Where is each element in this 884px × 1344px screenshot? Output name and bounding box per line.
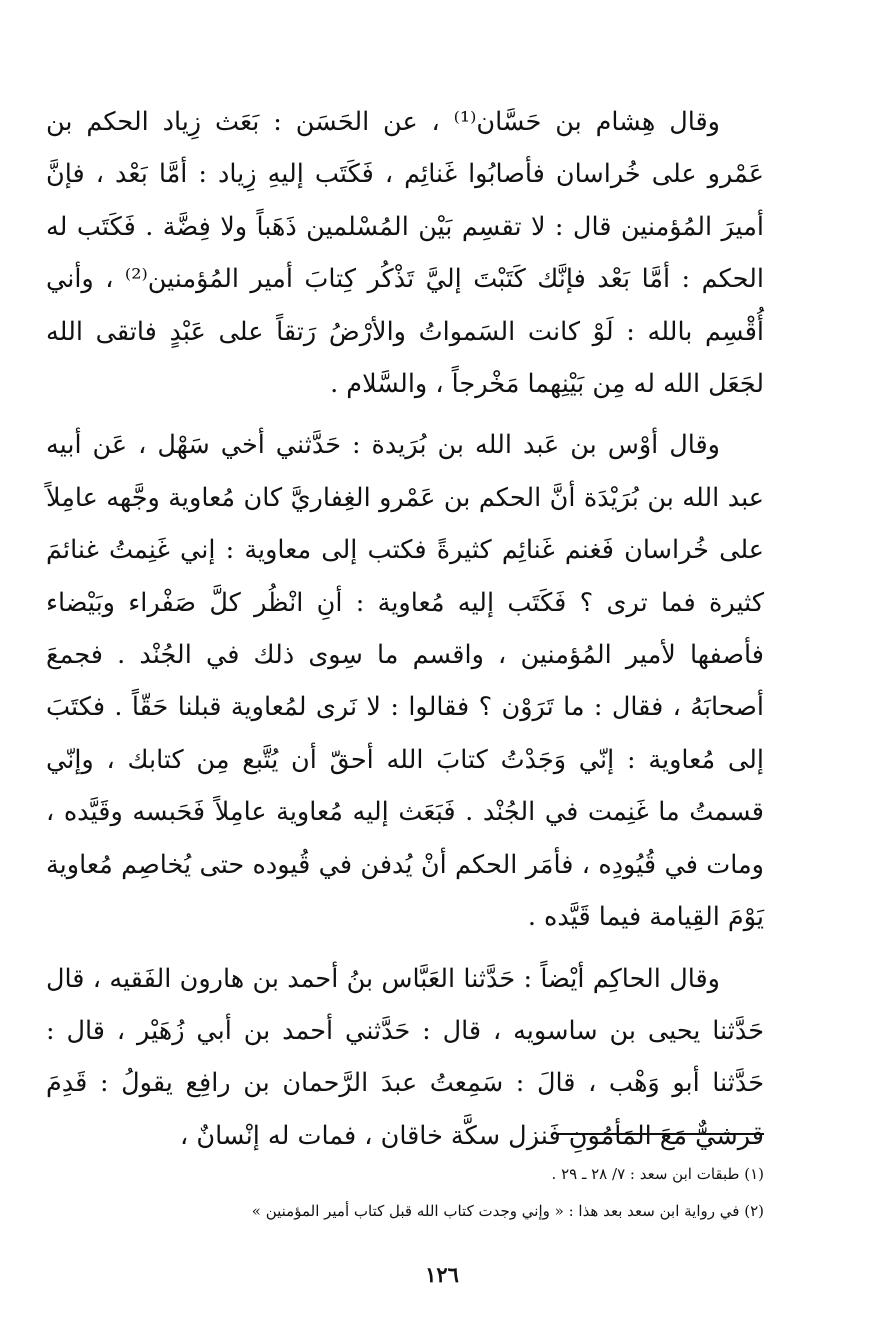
paragraph-hakim: وقال الحاكِم أيْضاً : حَدَّثنا العَبَّاس بنُ أحمد بن هارون الفَقيه ، قال حَدَّثنا يحيى بن ساسويه ، قال : حَدَّثني أحمد بن أبي زُهَيْر ، قال : حَدَّثنا أبو وَهْب ، قالَ : سَمِعتُ عبدَ الرَّحمان بن رافِع يقولُ : قَدِمَ قرشيٌّ مَعَ المَأمُونِ فَنزل سكَّة خاقان ، فمات له إنْسانٌ ، xyxy=(46,963,764,1151)
page-number: ١٢٦ xyxy=(425,1262,459,1287)
footnote-2: (٢) في رواية ابن سعد بعد هذا : « وإني وجدت كتاب الله قبل كتاب أمير المؤمنين » xyxy=(251,1202,764,1220)
paragraph-hisham: وقال هِشام بن حَسَّان⁽¹⁾ ، عن الحَسَن : بَعَث زِياد الحكم بن عَمْرو على خُراسان فأصابُوا غَنائِم ، فَكَتَب إليهِ زِياد : أمَّا بَعْد ، فإنَّ أميرَ المُؤمنين قال : لا تقسِم بَيْن المُسْلمين ذَهَباً ولا فِضَّة . فَكَتَب له الحكم : أمَّا بَعْد فإنَّك كَتَبْتَ إليَّ تَذْكُر كِتابَ أمير المُؤمنين⁽²⁾ ، وأني أُقْسِم بالله : لَوْ كانت السَمواتُ والأرْضُ رَتقاً على عَبْدٍ فاتقى الله لجَعَل الله له مِن بَيْنِهما مَخْرجاً ، والسَّلام . xyxy=(46,107,764,400)
footnotes xyxy=(80,1156,764,1230)
footnote-1: (١) طبقات ابن سعد : ٧/ ٢٨ ـ ٢٩ . xyxy=(551,1165,764,1183)
main-text xyxy=(46,96,764,1162)
paragraph-aws: وقال أوْس بن عَبد الله بن بُرَيدة : حَدَّثني أخي سَهْل ، عَن أبيه عبد الله بن بُرَيْدَة أنَّ الحكم بن عَمْرو الغِفاريَّ كان مُعاوية وجَّهه عامِلاً على خُراسان فَغنم غَنائِم كثيرةً فكتب إلى معاوية : إني غَنِمتُ غنائمَ كثيرة فما ترى ؟ فَكَتَب إليه مُعاوية : أنِ انْظُر كلَّ صَفْراء وبَيْضاء فأصفها لأمير المُؤمنين ، واقسم ما سِوى ذلك في الجُنْد . فجمعَ أصحابَهُ ، فقال : ما تَرَوْن ؟ فقالوا : لا نَرى لمُعاوية قبلنا حَقّاً . فكتَبَ إلى مُعاوية : إنّي وَجَدْتُ كتابَ الله أحقّ أن يُتَّبع مِن كتابك ، وإنّي قسمتُ ما غَنِمت في الجُنْد . فَبَعَث إليه مُعاوية عامِلاً فَحَبسه وقَيَّده ، ومات في قُيُودِه ، فأمَر الحكم أنْ يُدفن في قُيوده حتى يُخاصِم مُعاوية يَوْمَ القِيامة فيما قَيَّده . xyxy=(46,430,764,933)
footnote-divider xyxy=(558,1133,764,1135)
